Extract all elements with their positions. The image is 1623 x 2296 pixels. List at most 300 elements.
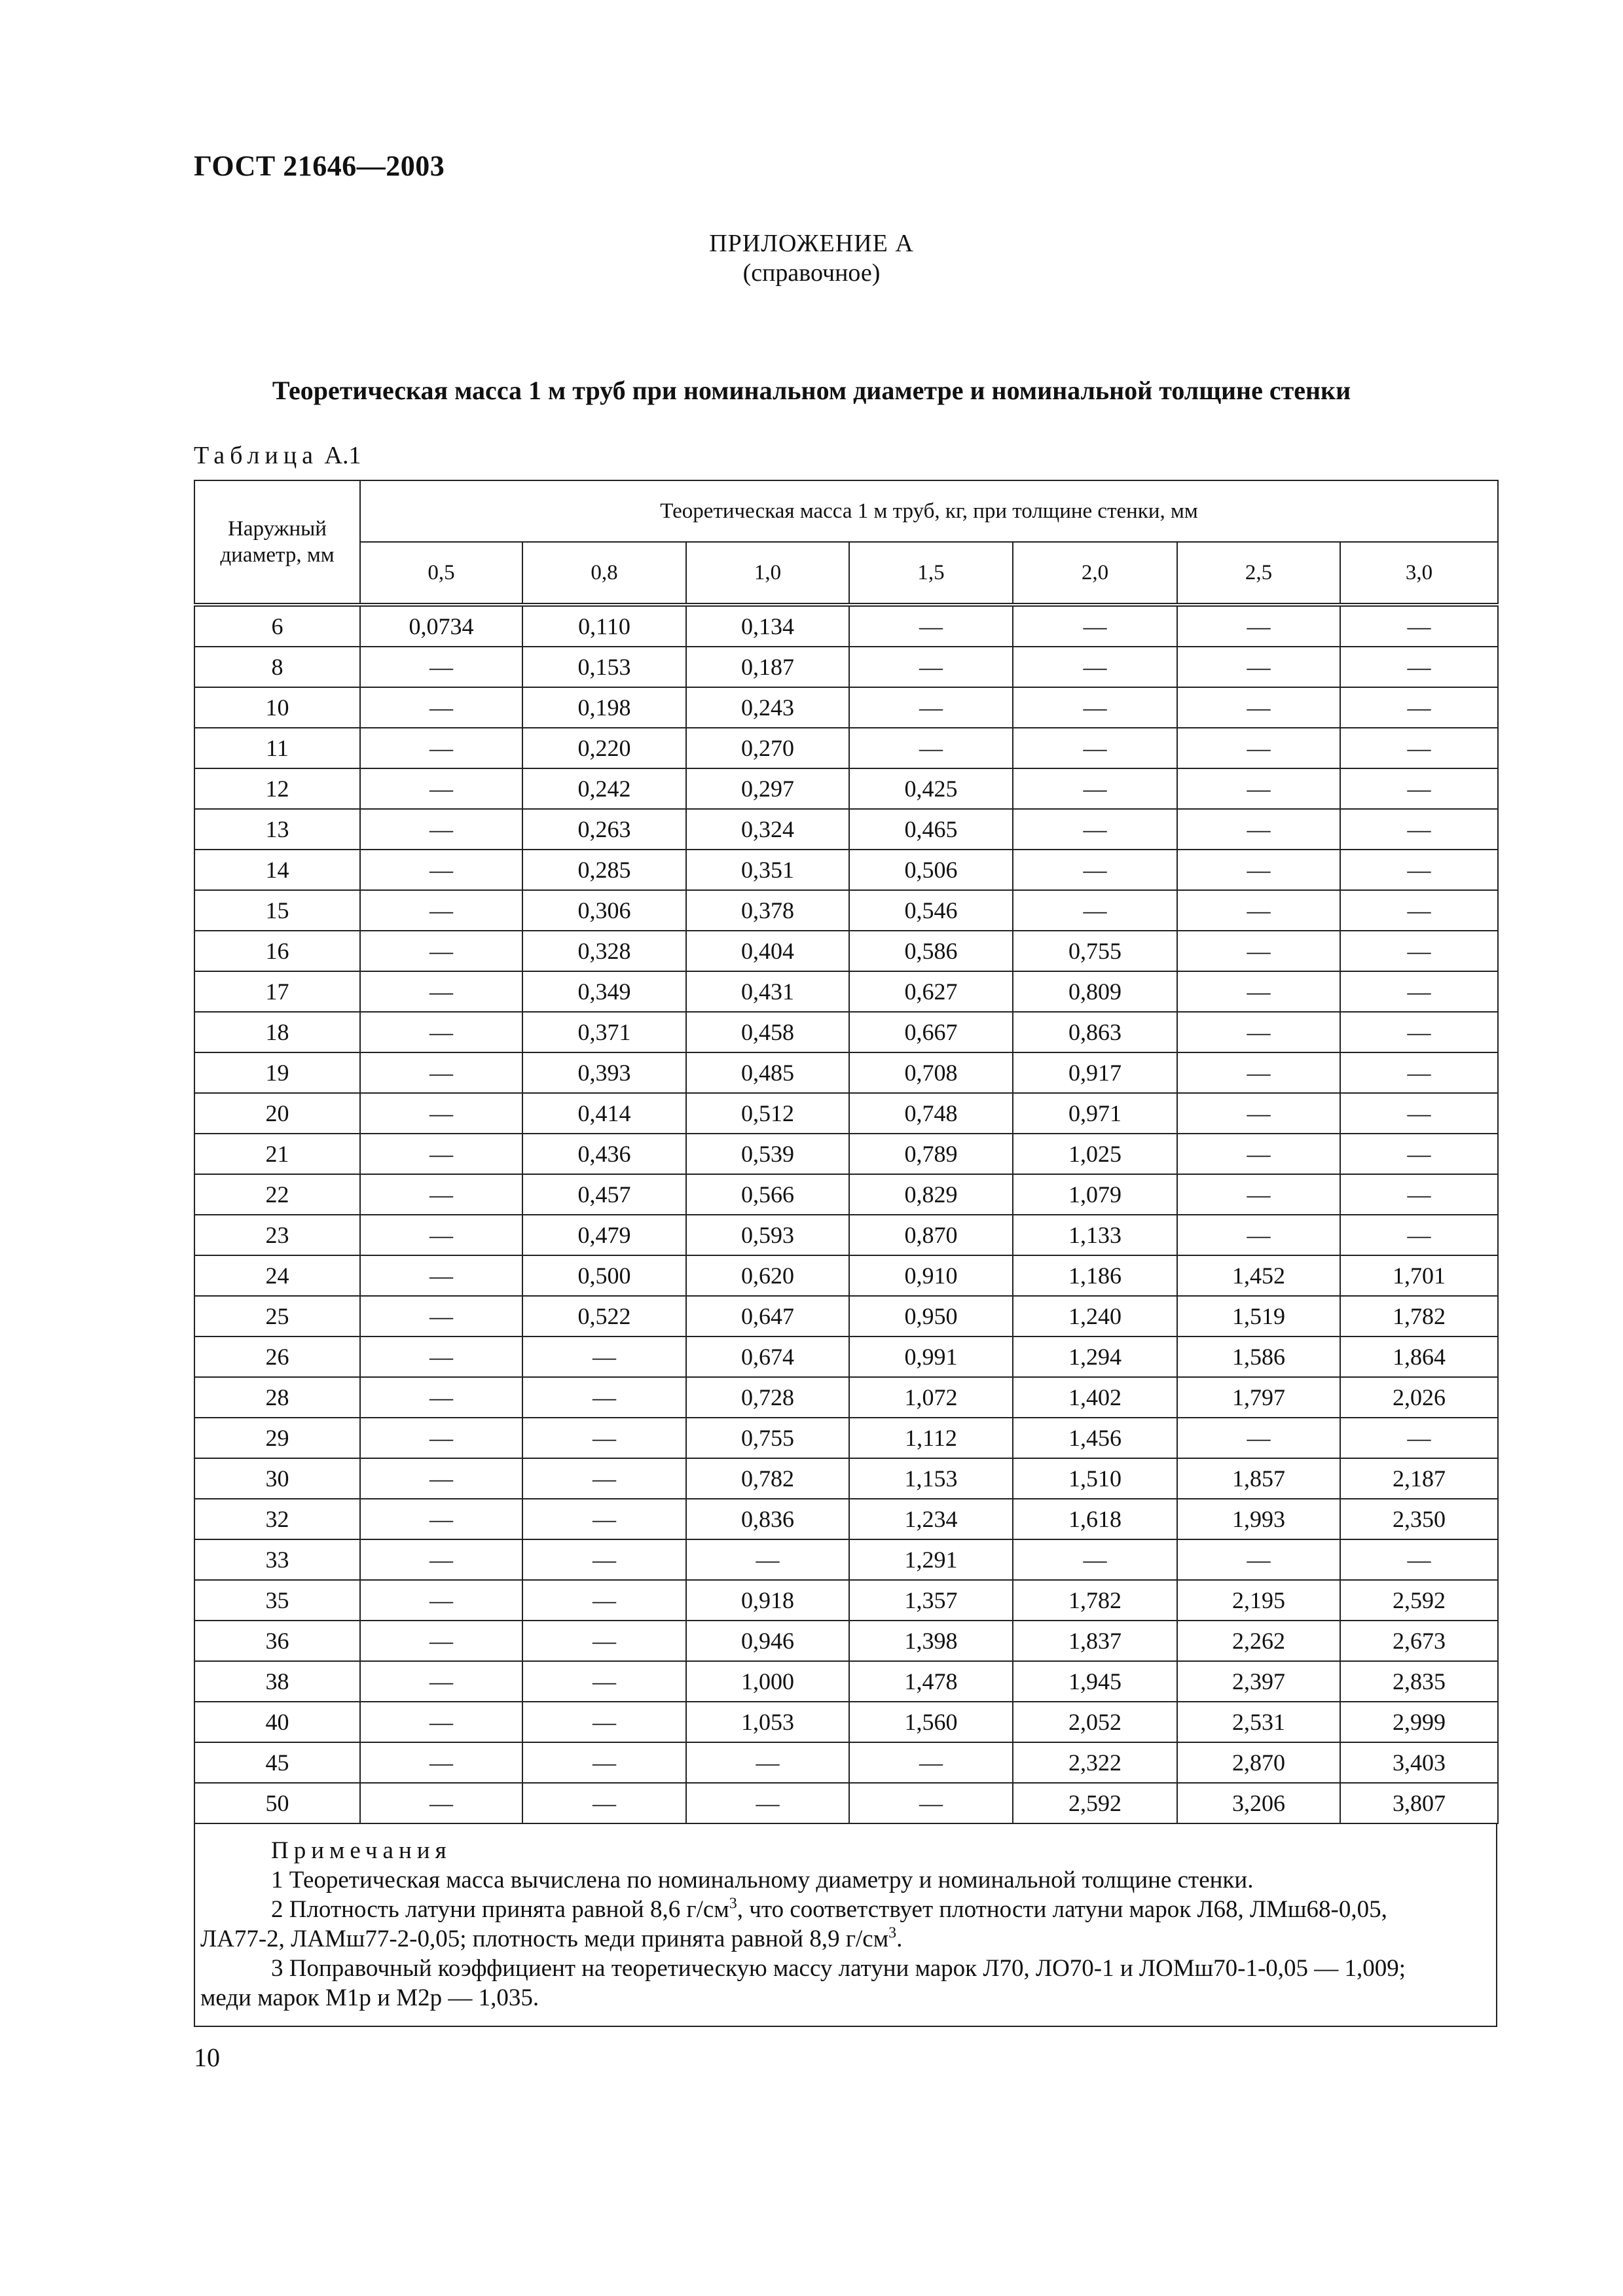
- mass-cell: —: [360, 1458, 522, 1499]
- mass-cell: 0,306: [522, 890, 686, 931]
- mass-cell: 1,452: [1177, 1255, 1340, 1296]
- mass-cell: 0,829: [849, 1174, 1013, 1215]
- mass-cell: 2,397: [1177, 1661, 1340, 1702]
- diameter-cell: 8: [194, 647, 360, 687]
- diameter-header: Наружный диаметр, мм: [194, 480, 360, 605]
- mass-cell: 0,674: [686, 1336, 849, 1377]
- mass-cell: 1,000: [686, 1661, 849, 1702]
- mass-cell: —: [360, 1621, 522, 1661]
- mass-cell: 0,506: [849, 850, 1013, 890]
- mass-cell: 0,836: [686, 1499, 849, 1539]
- mass-cell: 0,991: [849, 1336, 1013, 1377]
- diameter-cell: 18: [194, 1012, 360, 1052]
- mass-cell: 1,112: [849, 1418, 1013, 1458]
- mass-cell: 0,414: [522, 1093, 686, 1134]
- diameter-cell: 11: [194, 728, 360, 768]
- mass-cell: —: [360, 1702, 522, 1742]
- note-3-continued: меди марок М1р и М2р — 1,035.: [200, 1984, 539, 2011]
- thickness-header-cell: 0,8: [522, 542, 686, 605]
- diameter-cell: 24: [194, 1255, 360, 1296]
- diameter-cell: 13: [194, 809, 360, 850]
- mass-cell: 1,618: [1013, 1499, 1177, 1539]
- mass-cell: 1,797: [1177, 1377, 1340, 1418]
- mass-cell: 0,593: [686, 1215, 849, 1255]
- mass-cell: —: [360, 1012, 522, 1052]
- table-row: [194, 1458, 1498, 1499]
- mass-header: Теоретическая масса 1 м труб, кг, при толщине стенки, мм: [360, 480, 1498, 542]
- table-row: [194, 1336, 1498, 1377]
- mass-cell: —: [1177, 1093, 1340, 1134]
- mass-cell: 0,586: [849, 931, 1013, 971]
- diameter-cell: 45: [194, 1742, 360, 1783]
- mass-cell: 1,837: [1013, 1621, 1177, 1661]
- mass-cell: 0,243: [686, 687, 849, 728]
- mass-cell: —: [1177, 647, 1340, 687]
- mass-cell: —: [849, 687, 1013, 728]
- mass-cell: 1,133: [1013, 1215, 1177, 1255]
- mass-cell: 0,512: [686, 1093, 849, 1134]
- mass-cell: 0,431: [686, 971, 849, 1012]
- diameter-cell: 29: [194, 1418, 360, 1458]
- diameter-cell: 36: [194, 1621, 360, 1661]
- mass-cell: 0,863: [1013, 1012, 1177, 1052]
- mass-cell: 0,566: [686, 1174, 849, 1215]
- mass-cell: 3,206: [1177, 1783, 1340, 1823]
- diameter-cell: 30: [194, 1458, 360, 1499]
- mass-cell: —: [1340, 850, 1498, 890]
- diameter-cell: 16: [194, 931, 360, 971]
- diameter-cell: 23: [194, 1215, 360, 1255]
- mass-cell: —: [360, 1377, 522, 1418]
- mass-cell: 2,195: [1177, 1580, 1340, 1621]
- mass-cell: —: [522, 1580, 686, 1621]
- thickness-header-cell: 0,5: [360, 542, 522, 605]
- mass-cell: —: [522, 1742, 686, 1783]
- mass-cell: —: [686, 1783, 849, 1823]
- mass-cell: —: [1177, 1418, 1340, 1458]
- mass-cell: 1,857: [1177, 1458, 1340, 1499]
- mass-cell: —: [360, 1215, 522, 1255]
- mass-cell: —: [1177, 1012, 1340, 1052]
- mass-cell: —: [1177, 1052, 1340, 1093]
- mass-cell: —: [1177, 1215, 1340, 1255]
- mass-cell: —: [1340, 1012, 1498, 1052]
- table-row: [194, 1296, 1498, 1336]
- mass-cell: —: [849, 1742, 1013, 1783]
- mass-cell: 1,025: [1013, 1134, 1177, 1174]
- mass-cell: —: [522, 1336, 686, 1377]
- mass-cell: 0,870: [849, 1215, 1013, 1255]
- table-row: [194, 809, 1498, 850]
- mass-cell: 0,242: [522, 768, 686, 809]
- mass-cell: 1,357: [849, 1580, 1013, 1621]
- mass-cell: 0,789: [849, 1134, 1013, 1174]
- mass-cell: —: [849, 605, 1013, 647]
- mass-cell: 1,072: [849, 1377, 1013, 1418]
- mass-cell: 1,864: [1340, 1336, 1498, 1377]
- mass-cell: 0,297: [686, 768, 849, 809]
- mass-cell: 0,627: [849, 971, 1013, 1012]
- mass-cell: —: [360, 971, 522, 1012]
- mass-cell: 0,667: [849, 1012, 1013, 1052]
- mass-cell: —: [360, 1742, 522, 1783]
- mass-cell: —: [522, 1621, 686, 1661]
- diameter-cell: 22: [194, 1174, 360, 1215]
- table-row: [194, 850, 1498, 890]
- diameter-cell: 21: [194, 1134, 360, 1174]
- mass-cell: 0,285: [522, 850, 686, 890]
- table-row: [194, 647, 1498, 687]
- note-2-text-b: , что соответствует плотности латуни марок Л68, ЛМш68-0,05,: [737, 1896, 1387, 1923]
- diameter-cell: 12: [194, 768, 360, 809]
- mass-cell: —: [360, 687, 522, 728]
- mass-cell: —: [522, 1458, 686, 1499]
- mass-cell: —: [1177, 728, 1340, 768]
- mass-cell: 3,807: [1340, 1783, 1498, 1823]
- mass-cell: 1,079: [1013, 1174, 1177, 1215]
- mass-cell: —: [360, 768, 522, 809]
- mass-cell: 0,134: [686, 605, 849, 647]
- mass-cell: —: [1177, 850, 1340, 890]
- table-row: [194, 768, 1498, 809]
- mass-cell: 2,999: [1340, 1702, 1498, 1742]
- mass-cell: —: [360, 931, 522, 971]
- mass-cell: 0,393: [522, 1052, 686, 1093]
- table-row: [194, 1621, 1498, 1661]
- mass-cell: 0,748: [849, 1093, 1013, 1134]
- diameter-cell: 50: [194, 1783, 360, 1823]
- mass-cell: 0,647: [686, 1296, 849, 1336]
- mass-cell: 0,457: [522, 1174, 686, 1215]
- mass-cell: —: [1013, 768, 1177, 809]
- mass-cell: 1,782: [1340, 1296, 1498, 1336]
- mass-cell: —: [1177, 605, 1340, 647]
- mass-cell: 0,351: [686, 850, 849, 890]
- mass-cell: 0,479: [522, 1215, 686, 1255]
- mass-cell: 0,500: [522, 1255, 686, 1296]
- mass-cell: 1,053: [686, 1702, 849, 1742]
- mass-cell: —: [1340, 647, 1498, 687]
- mass-cell: 0,971: [1013, 1093, 1177, 1134]
- mass-cell: —: [360, 1134, 522, 1174]
- thickness-header-cell: 1,5: [849, 542, 1013, 605]
- table-row: [194, 1661, 1498, 1702]
- mass-cell: —: [1013, 728, 1177, 768]
- mass-cell: 2,026: [1340, 1377, 1498, 1418]
- mass-cell: 0,0734: [360, 605, 522, 647]
- mass-cell: —: [360, 1296, 522, 1336]
- appendix-subtitle: (справочное): [742, 259, 881, 287]
- mass-cell: 0,522: [522, 1296, 686, 1336]
- diameter-cell: 10: [194, 687, 360, 728]
- mass-cell: 1,456: [1013, 1418, 1177, 1458]
- table-row: [194, 1093, 1498, 1134]
- diameter-cell: 28: [194, 1377, 360, 1418]
- mass-cell: —: [1340, 768, 1498, 809]
- mass-cell: 0,782: [686, 1458, 849, 1499]
- mass-cell: 0,917: [1013, 1052, 1177, 1093]
- mass-cell: 2,187: [1340, 1458, 1498, 1499]
- table-row: [194, 931, 1498, 971]
- mass-cell: 2,262: [1177, 1621, 1340, 1661]
- mass-cell: 0,728: [686, 1377, 849, 1418]
- mass-cell: —: [360, 1052, 522, 1093]
- diameter-cell: 35: [194, 1580, 360, 1621]
- mass-cell: 1,240: [1013, 1296, 1177, 1336]
- note-2-text-a: 2 Плотность латуни принята равной 8,6 г/см: [271, 1896, 729, 1923]
- mass-cell: 0,918: [686, 1580, 849, 1621]
- mass-cell: 2,052: [1013, 1702, 1177, 1742]
- mass-cell: —: [360, 1418, 522, 1458]
- mass-cell: 0,404: [686, 931, 849, 971]
- note-2-text-c: ЛА77-2, ЛАМш77-2-0,05; плотность меди принята равной 8,9 г/см: [200, 1926, 889, 1952]
- mass-cell: 0,187: [686, 647, 849, 687]
- mass-cell: —: [686, 1539, 849, 1580]
- table-row: [194, 728, 1498, 768]
- mass-cell: —: [849, 728, 1013, 768]
- mass-cell: 2,322: [1013, 1742, 1177, 1783]
- mass-cell: 0,910: [849, 1255, 1013, 1296]
- diameter-cell: 32: [194, 1499, 360, 1539]
- table-row: [194, 1702, 1498, 1742]
- mass-cell: 0,485: [686, 1052, 849, 1093]
- table-caption: [194, 441, 361, 470]
- mass-cell: —: [360, 1174, 522, 1215]
- mass-cell: —: [686, 1742, 849, 1783]
- note-2-continued: [200, 1924, 1491, 1954]
- mass-cell: —: [360, 728, 522, 768]
- diameter-cell: 20: [194, 1093, 360, 1134]
- mass-cell: —: [522, 1499, 686, 1539]
- diameter-cell: 26: [194, 1336, 360, 1377]
- diameter-cell: 38: [194, 1661, 360, 1702]
- mass-cell: —: [360, 1580, 522, 1621]
- table-row: [194, 1174, 1498, 1215]
- table-caption-number: А.1: [324, 442, 361, 469]
- table-row: [194, 1134, 1498, 1174]
- mass-cell: —: [1340, 890, 1498, 931]
- table-notes: [194, 1824, 1497, 2027]
- mass-cell: 1,782: [1013, 1580, 1177, 1621]
- mass-cell: 0,755: [1013, 931, 1177, 971]
- mass-cell: 1,993: [1177, 1499, 1340, 1539]
- table-row: [194, 1255, 1498, 1296]
- mass-cell: 0,946: [686, 1621, 849, 1661]
- mass-cell: —: [522, 1661, 686, 1702]
- mass-cell: 1,586: [1177, 1336, 1340, 1377]
- table-row: [194, 1580, 1498, 1621]
- diameter-cell: 14: [194, 850, 360, 890]
- table-caption-word: Таблица: [194, 442, 319, 469]
- mass-cell: 0,436: [522, 1134, 686, 1174]
- note-2: [200, 1895, 1491, 1924]
- mass-cell: 2,592: [1340, 1580, 1498, 1621]
- mass-cell: —: [360, 1783, 522, 1823]
- mass-cell: 0,270: [686, 728, 849, 768]
- mass-cell: 1,478: [849, 1661, 1013, 1702]
- mass-cell: 0,755: [686, 1418, 849, 1458]
- mass-cell: 0,198: [522, 687, 686, 728]
- table-row: [194, 1742, 1498, 1783]
- table-row: [194, 1539, 1498, 1580]
- mass-cell: —: [1340, 687, 1498, 728]
- mass-cell: 0,110: [522, 605, 686, 647]
- thickness-header-cell: 2,0: [1013, 542, 1177, 605]
- table-row: [194, 605, 1498, 647]
- mass-cell: 0,324: [686, 809, 849, 850]
- mass-cell: 1,186: [1013, 1255, 1177, 1296]
- thickness-header-row: [194, 542, 1498, 605]
- mass-cell: 0,465: [849, 809, 1013, 850]
- notes-title: Примечания: [271, 1837, 452, 1864]
- mass-cell: —: [1177, 971, 1340, 1012]
- mass-cell: —: [360, 647, 522, 687]
- mass-cell: —: [1177, 1174, 1340, 1215]
- note-2-superscript-1: 3: [729, 1895, 737, 1912]
- mass-cell: —: [1340, 971, 1498, 1012]
- table-row: [194, 971, 1498, 1012]
- mass-cell: —: [360, 1255, 522, 1296]
- diameter-cell: 33: [194, 1539, 360, 1580]
- diameter-cell: 6: [194, 605, 360, 647]
- mass-cell: 0,546: [849, 890, 1013, 931]
- mass-cell: —: [1177, 1539, 1340, 1580]
- mass-cell: 0,458: [686, 1012, 849, 1052]
- mass-cell: —: [1013, 647, 1177, 687]
- mass-cell: —: [360, 1336, 522, 1377]
- mass-cell: —: [522, 1783, 686, 1823]
- mass-cell: —: [1340, 1418, 1498, 1458]
- mass-cell: 1,153: [849, 1458, 1013, 1499]
- mass-cell: —: [522, 1539, 686, 1580]
- mass-cell: —: [1013, 605, 1177, 647]
- mass-cell: —: [1340, 931, 1498, 971]
- mass-cell: —: [1177, 809, 1340, 850]
- note-2-superscript-2: 3: [888, 1924, 897, 1942]
- mass-cell: 1,402: [1013, 1377, 1177, 1418]
- mass-cell: 0,371: [522, 1012, 686, 1052]
- mass-cell: —: [522, 1377, 686, 1418]
- table-body: [194, 605, 1498, 1823]
- mass-cell: —: [1340, 1052, 1498, 1093]
- mass-cell: 0,809: [1013, 971, 1177, 1012]
- mass-cell: 0,263: [522, 809, 686, 850]
- mass-cell: —: [1340, 1539, 1498, 1580]
- thickness-header-cell: 1,0: [686, 542, 849, 605]
- mass-cell: —: [1340, 1215, 1498, 1255]
- mass-cell: —: [360, 809, 522, 850]
- mass-cell: —: [360, 1499, 522, 1539]
- mass-cell: —: [360, 890, 522, 931]
- table-container: [194, 480, 1497, 2027]
- mass-cell: —: [1013, 687, 1177, 728]
- mass-cell: 0,950: [849, 1296, 1013, 1336]
- mass-cell: 2,592: [1013, 1783, 1177, 1823]
- mass-cell: 1,291: [849, 1539, 1013, 1580]
- mass-cell: 1,294: [1013, 1336, 1177, 1377]
- mass-cell: 0,378: [686, 890, 849, 931]
- mass-cell: 1,234: [849, 1499, 1013, 1539]
- diameter-cell: 15: [194, 890, 360, 931]
- table-row: [194, 1499, 1498, 1539]
- diameter-cell: 17: [194, 971, 360, 1012]
- table-row: [194, 1012, 1498, 1052]
- mass-cell: 1,510: [1013, 1458, 1177, 1499]
- mass-cell: 0,153: [522, 647, 686, 687]
- mass-cell: —: [849, 647, 1013, 687]
- mass-cell: 1,945: [1013, 1661, 1177, 1702]
- mass-cell: —: [1013, 890, 1177, 931]
- mass-cell: 2,835: [1340, 1661, 1498, 1702]
- page-number: 10: [194, 2043, 220, 2072]
- document-code: ГОСТ 21646—2003: [194, 150, 445, 182]
- mass-cell: 2,531: [1177, 1702, 1340, 1742]
- diameter-cell: 19: [194, 1052, 360, 1093]
- mass-cell: —: [1013, 850, 1177, 890]
- mass-cell: —: [849, 1783, 1013, 1823]
- mass-cell: —: [1013, 809, 1177, 850]
- mass-cell: —: [1340, 605, 1498, 647]
- mass-cell: 1,560: [849, 1702, 1013, 1742]
- thickness-header-cell: 3,0: [1340, 542, 1498, 605]
- mass-cell: —: [1013, 1539, 1177, 1580]
- mass-cell: —: [522, 1702, 686, 1742]
- mass-cell: 1,701: [1340, 1255, 1498, 1296]
- mass-cell: 2,673: [1340, 1621, 1498, 1661]
- mass-cell: 3,403: [1340, 1742, 1498, 1783]
- table-row: [194, 1783, 1498, 1823]
- diameter-cell: 40: [194, 1702, 360, 1742]
- mass-cell: —: [1340, 1174, 1498, 1215]
- table-row: [194, 687, 1498, 728]
- table-row: [194, 1215, 1498, 1255]
- mass-cell: 1,398: [849, 1621, 1013, 1661]
- mass-cell: —: [522, 1418, 686, 1458]
- section-title: Теоретическая масса 1 м труб при номинальном диаметре и номинальной толщине стенки: [272, 376, 1351, 405]
- mass-cell: 0,708: [849, 1052, 1013, 1093]
- mass-cell: —: [1177, 890, 1340, 931]
- diameter-cell: 25: [194, 1296, 360, 1336]
- mass-table: [194, 480, 1499, 1824]
- mass-cell: —: [1177, 931, 1340, 971]
- note-3: 3 Поправочный коэффициент на теоретическую массу латуни марок Л70, ЛО70-1 и ЛОМш70-1-0,05 — 1,009;: [271, 1955, 1406, 1982]
- mass-cell: 1,519: [1177, 1296, 1340, 1336]
- appendix-title: ПРИЛОЖЕНИЕ А: [709, 230, 914, 257]
- table-row: [194, 890, 1498, 931]
- mass-cell: 2,350: [1340, 1499, 1498, 1539]
- mass-cell: —: [1340, 728, 1498, 768]
- mass-cell: —: [1177, 1134, 1340, 1174]
- table-row: [194, 1052, 1498, 1093]
- mass-cell: 0,425: [849, 768, 1013, 809]
- mass-cell: —: [1340, 809, 1498, 850]
- thickness-header-cell: 2,5: [1177, 542, 1340, 605]
- mass-cell: —: [360, 1661, 522, 1702]
- mass-cell: —: [360, 1539, 522, 1580]
- table-row: [194, 1418, 1498, 1458]
- mass-cell: —: [1177, 687, 1340, 728]
- note-2-text-d: .: [896, 1926, 903, 1952]
- mass-cell: 0,620: [686, 1255, 849, 1296]
- mass-cell: 2,870: [1177, 1742, 1340, 1783]
- mass-cell: —: [1340, 1134, 1498, 1174]
- note-1: 1 Теоретическая масса вычислена по номинальному диаметру и номинальной толщине стенки.: [271, 1867, 1254, 1893]
- mass-cell: 0,539: [686, 1134, 849, 1174]
- mass-cell: —: [1177, 768, 1340, 809]
- mass-cell: —: [1340, 1093, 1498, 1134]
- mass-cell: 0,328: [522, 931, 686, 971]
- table-row: [194, 1377, 1498, 1418]
